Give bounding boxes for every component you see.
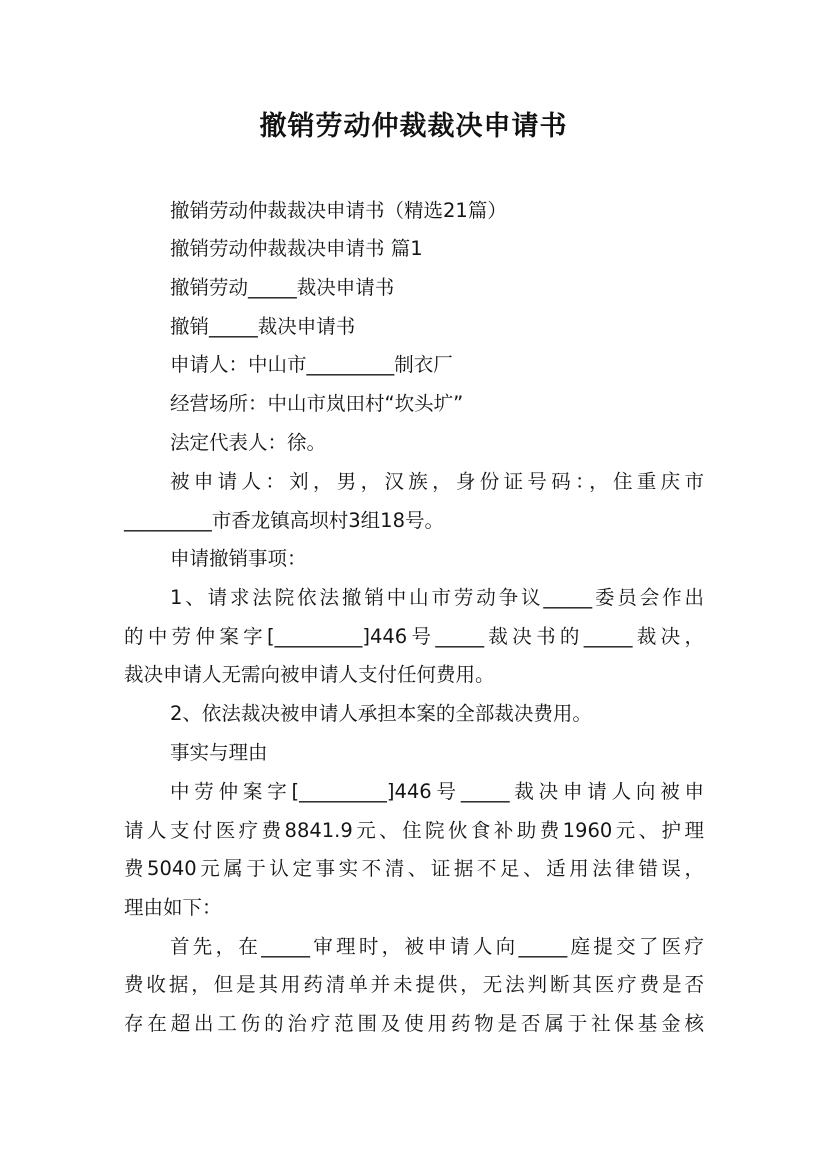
paragraph-line: 中劳仲案字[_________]446号_____裁决申请人向被申 [170, 780, 704, 803]
paragraph-line: 2、依法裁决被申请人承担本案的全部裁决费用。 [170, 702, 592, 725]
paragraph-line: 费收据，但是其用药清单并未提供，无法判断其医疗费是否 [124, 973, 704, 996]
paragraph-line: 被申请人：刘，男，汉族，身份证号码：，住重庆市 [170, 470, 704, 493]
paragraph-line: 经营场所：中山市岚田村“坎头圹” [170, 392, 464, 415]
paragraph-line: 撤销劳动仲裁裁决申请书 篇1 [170, 237, 423, 260]
paragraph-line: 撤销_____裁决申请书 [170, 315, 356, 338]
paragraph-line: 法定代表人：徐。 [170, 431, 327, 454]
paragraph-line: _________市香龙镇高坝村3组18号。 [124, 509, 444, 532]
paragraph-line: 撤销劳动仲裁裁决申请书（精选21篇） [170, 199, 507, 222]
paragraph-line: 申请撤销事项： [170, 547, 307, 570]
document-title: 撤销劳动仲裁裁决申请书 [259, 111, 568, 142]
paragraph-line: 请人支付医疗费8841.9元、住院伙食补助费1960元、护理 [124, 819, 704, 842]
paragraph-line: 1、请求法院依法撤销中山市劳动争议_____委员会作出 [170, 586, 704, 609]
paragraph-line: 存在超出工伤的治疗范围及使用药物是否属于社保基金核 [124, 1012, 704, 1035]
paragraph-line: 申请人：中山市_________制衣厂 [170, 353, 453, 376]
paragraph-line: 撤销劳动_____裁决申请书 [170, 276, 395, 299]
paragraph-line: 的中劳仲案字[_________]446号_____裁决书的_____裁决， [124, 625, 704, 648]
paragraph-line: 事实与理由 [170, 741, 268, 764]
paragraph-line: 费5040元属于认定事实不清、证据不足、适用法律错误， [124, 857, 704, 880]
paragraph-line: 首先，在_____审理时，被申请人向_____庭提交了医疗 [170, 935, 704, 958]
paragraph-line: 理由如下： [124, 896, 222, 919]
paragraph-line: 裁决申请人无需向被申请人支付任何费用。 [124, 663, 495, 686]
